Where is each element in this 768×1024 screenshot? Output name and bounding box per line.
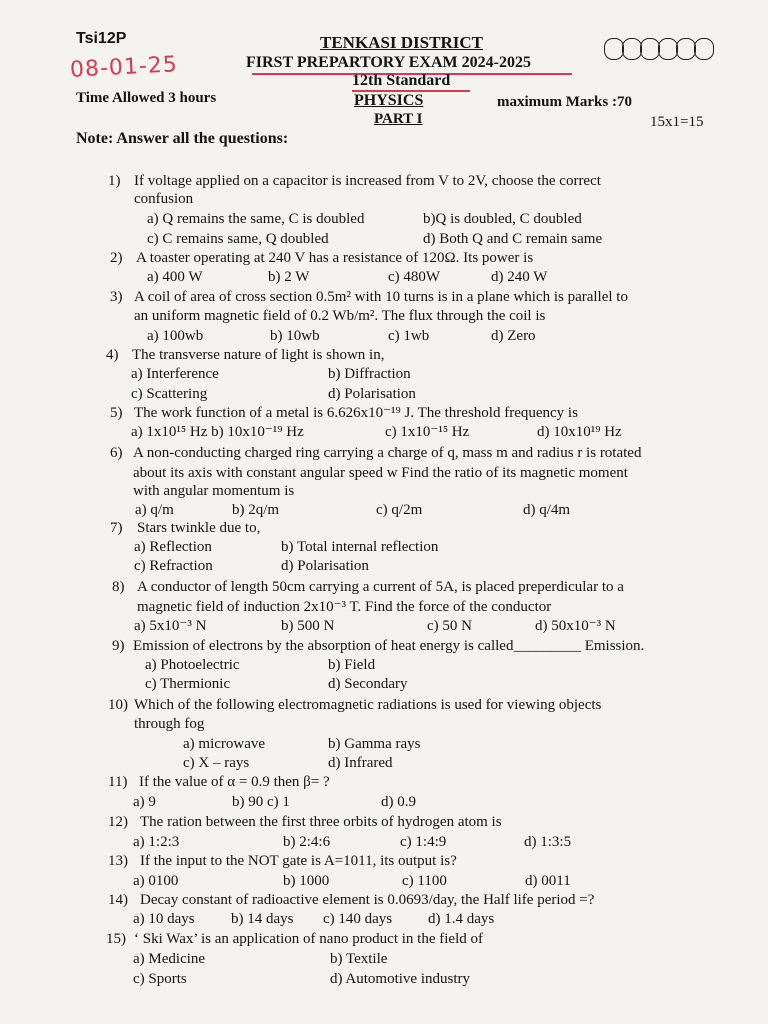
district-title: TENKASI DISTRICT (320, 33, 483, 52)
reg-box (604, 38, 624, 60)
answer-option: a) Interference (131, 366, 219, 382)
answer-option: c) 1wb (388, 328, 430, 344)
answer-option: c) 140 days (323, 911, 393, 927)
answer-option: d) Secondary (328, 676, 408, 692)
answer-option: c) 50 N (427, 618, 472, 634)
answer-option: d) Polarisation (328, 386, 416, 402)
instruction-note: Note: Answer all the questions: (76, 130, 289, 147)
answer-option: b) 2q/m (232, 502, 280, 518)
answer-option: b) 2:4:6 (283, 834, 331, 850)
answer-option: a) Medicine (133, 951, 206, 967)
question-text: A non-conducting charged ring carrying a charge of q, mass m and radius r is rotated (133, 445, 642, 461)
exam-title: FIRST PREPARTORY EXAM 2024-2025 (246, 54, 531, 71)
max-marks: maximum Marks :70 (497, 94, 632, 110)
question-text: an uniform magnetic field of 0.2 Wb/m². The flux through the coil is (134, 308, 546, 324)
answer-option: d) Automotive industry (330, 971, 470, 987)
question-text: Emission of electrons by the absorption of heat energy is called_________ Emission. (133, 638, 645, 654)
question-text: The ration between the first three orbits of hydrogen atom is (140, 814, 502, 830)
reg-box (622, 38, 642, 60)
reg-box (676, 38, 696, 60)
answer-option: c) q/2m (376, 502, 423, 518)
answer-option: b)Q is doubled, C doubled (423, 211, 582, 227)
question-number: 14) (108, 892, 128, 908)
answer-option: a) 400 W (147, 269, 203, 285)
answer-option: b) Textile (330, 951, 388, 967)
question-number: 6) (110, 445, 123, 461)
question-number: 8) (112, 579, 125, 595)
answer-option: a) q/m (135, 502, 174, 518)
answer-option: b) 14 days (231, 911, 294, 927)
marks-calculation: 15x1=15 (650, 114, 704, 130)
answer-option: a) microwave (183, 736, 266, 752)
answer-option: b) Gamma rays (328, 736, 421, 752)
question-text: with angular momentum is (133, 483, 295, 499)
answer-option: d) q/4m (523, 502, 571, 518)
answer-option: a) Reflection (134, 539, 212, 555)
time-allowed: Time Allowed 3 hours (76, 90, 217, 106)
answer-option: a) 5x10⁻³ N (134, 618, 207, 634)
question-text: Which of the following electromagnetic radiations is used for viewing objects (134, 697, 602, 713)
answer-option: c) 1100 (402, 873, 447, 889)
answer-option: a) 1x10¹⁵ Hz b) 10x10⁻¹⁹ Hz (131, 424, 304, 440)
question-number: 5) (110, 405, 123, 421)
paper-code: Tsi12P (76, 30, 127, 47)
answer-option: b) Field (328, 657, 376, 673)
answer-option: a) 0100 (133, 873, 179, 889)
register-number-boxes (604, 38, 712, 60)
question-number: 3) (110, 289, 123, 305)
question-text: The transverse nature of light is shown in, (132, 347, 385, 363)
question-number: 7) (110, 520, 123, 536)
question-text: A toaster operating at 240 V has a resistance of 120Ω. Its power is (136, 250, 534, 266)
standard-label: 12th Standard (352, 72, 451, 89)
question-number: 1) (108, 173, 121, 189)
answer-option: b) 2 W (268, 269, 310, 285)
answer-option: b) 1000 (283, 873, 330, 889)
reg-box (694, 38, 714, 60)
answer-option: c) 480W (388, 269, 441, 285)
answer-option: a) 9 (133, 794, 156, 810)
answer-option: d) 1:3:5 (524, 834, 572, 850)
question-text: The work function of a metal is 6.626x10⁻¹⁹ J. The threshold frequency is (134, 405, 578, 421)
answer-option: b) 500 N (281, 618, 335, 634)
question-number: 9) (112, 638, 125, 654)
question-text: If the value of α = 0.9 then β= ? (139, 774, 330, 790)
answer-option: c) Refraction (134, 558, 213, 574)
question-text: Decay constant of radioactive element is 0.0693/day, the Half life period =? (140, 892, 595, 908)
answer-option: d) Zero (491, 328, 536, 344)
question-text: ‘ Ski Wax’ is an application of nano product in the field of (134, 931, 483, 947)
answer-option: b) Total internal reflection (281, 539, 439, 555)
question-number: 15) (106, 931, 126, 947)
answer-option: a) 10 days (133, 911, 195, 927)
question-text: about its axis with constant angular speed w Find the ratio of its magnetic moment (133, 465, 628, 481)
answer-option: c) 1:4:9 (400, 834, 447, 850)
question-text: confusion (134, 191, 194, 207)
subject-label: PHYSICS (354, 92, 424, 109)
answer-option: c) X – rays (183, 755, 250, 771)
reg-box (640, 38, 660, 60)
question-text: If voltage applied on a capacitor is increased from V to 2V, choose the correct (134, 173, 601, 189)
part-label: PART I (374, 111, 423, 127)
answer-option: d) 240 W (491, 269, 548, 285)
answer-option: d) Infrared (328, 755, 393, 771)
answer-option: d) 10x10¹⁹ Hz (537, 424, 622, 440)
answer-option: a) Photoelectric (145, 657, 240, 673)
answer-option: a) 1:2:3 (133, 834, 180, 850)
answer-option: d) Polarisation (281, 558, 369, 574)
answer-option: d) 1.4 days (428, 911, 495, 927)
question-number: 4) (106, 347, 119, 363)
question-text: A conductor of length 50cm carrying a current of 5A, is placed preperdicular to a (137, 579, 624, 595)
answer-option: a) Q remains the same, C is doubled (147, 211, 365, 227)
question-text: A coil of area of cross section 0.5m² with 10 turns is in a plane which is parallel to (134, 289, 628, 305)
answer-option: b) 10wb (270, 328, 320, 344)
answer-option: d) Both Q and C remain same (423, 231, 603, 247)
question-number: 10) (108, 697, 128, 713)
question-number: 13) (108, 853, 128, 869)
answer-option: c) 1x10⁻¹⁵ Hz (385, 424, 470, 440)
handwritten-date: 08-01-25 (69, 52, 179, 83)
question-text: If the input to the NOT gate is A=1011, its output is? (140, 853, 457, 869)
answer-option: d) 0011 (525, 873, 571, 889)
question-text: through fog (134, 716, 205, 732)
answer-option: b) 90 c) 1 (232, 794, 290, 810)
question-number: 11) (108, 774, 128, 790)
answer-option: c) Scattering (131, 386, 208, 402)
answer-option: d) 50x10⁻³ N (535, 618, 616, 634)
question-text: magnetic field of induction 2x10⁻³ T. Find the force of the conductor (137, 599, 552, 615)
answer-option: c) Thermionic (145, 676, 231, 692)
answer-option: a) 100wb (147, 328, 204, 344)
question-text: Stars twinkle due to, (137, 520, 261, 536)
question-number: 12) (108, 814, 128, 830)
answer-option: c) Sports (133, 971, 187, 987)
answer-option: b) Diffraction (328, 366, 411, 382)
answer-option: c) C remains same, Q doubled (147, 231, 329, 247)
reg-box (658, 38, 678, 60)
answer-option: d) 0.9 (381, 794, 416, 810)
question-number: 2) (110, 250, 123, 266)
